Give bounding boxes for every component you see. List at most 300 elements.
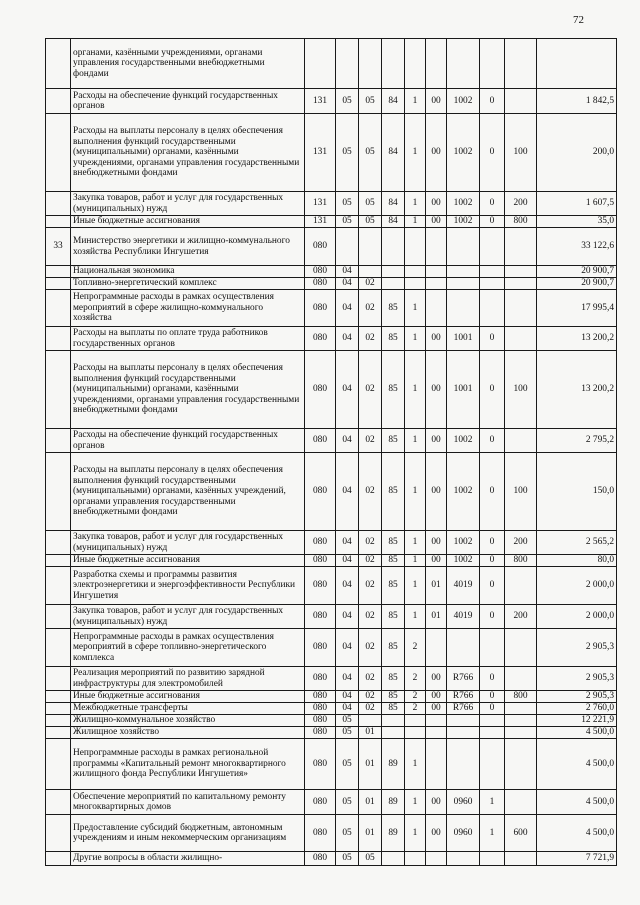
- program-code-cell: 89: [382, 815, 405, 852]
- table-row: [46, 852, 617, 866]
- vr-code-cell: 200: [505, 605, 537, 629]
- table-row: [46, 703, 617, 715]
- vr-code-cell: [505, 429, 537, 453]
- expense-code-cell: [447, 727, 480, 739]
- gr-code-cell: 080: [305, 815, 336, 852]
- subprogram-code-cell: 1: [405, 790, 426, 815]
- direction-code-cell: [426, 715, 447, 727]
- gr-code-cell: 131: [305, 114, 336, 192]
- expense-suffix-cell: [480, 852, 505, 866]
- subprogram-code-cell: [405, 278, 426, 290]
- amount-cell: 2 760,0: [537, 703, 617, 715]
- row-number-cell: [46, 89, 71, 114]
- expense-code-cell: R766: [447, 691, 480, 703]
- item-name-cell: Разработка схемы и программы развития электроэнергетики и энергоэффективности Республики Ингушетия: [71, 567, 305, 605]
- subprogram-code-cell: 1: [405, 351, 426, 429]
- pr-code-cell: 02: [359, 667, 382, 691]
- expense-suffix-cell: 0: [480, 453, 505, 531]
- row-number-cell: [46, 278, 71, 290]
- expense-suffix-cell: 0: [480, 192, 505, 216]
- vr-code-cell: 100: [505, 114, 537, 192]
- direction-code-cell: 00: [426, 790, 447, 815]
- row-number-cell: 33: [46, 228, 71, 266]
- gr-code-cell: 080: [305, 703, 336, 715]
- expense-suffix-cell: [480, 290, 505, 327]
- vr-code-cell: 200: [505, 192, 537, 216]
- rz-code-cell: 04: [336, 629, 359, 667]
- program-code-cell: [382, 852, 405, 866]
- direction-code-cell: [426, 852, 447, 866]
- subprogram-code-cell: 1: [405, 89, 426, 114]
- item-name-cell: Расходы на выплаты персоналу в целях обеспечения выполнения функций государственными (муниципальными) органами, казённых учреждений, органами управления государственными внебюджетными фондами: [71, 453, 305, 531]
- gr-code-cell: 080: [305, 629, 336, 667]
- item-name-cell: Расходы на обеспечение функций государственных органов: [71, 89, 305, 114]
- expense-suffix-cell: 0: [480, 429, 505, 453]
- vr-code-cell: 800: [505, 555, 537, 567]
- gr-code-cell: 131: [305, 216, 336, 228]
- item-name-cell: Закупка товаров, работ и услуг для государственных (муниципальных) нужд: [71, 605, 305, 629]
- gr-code-cell: 080: [305, 228, 336, 266]
- subprogram-code-cell: 2: [405, 667, 426, 691]
- gr-code-cell: 131: [305, 89, 336, 114]
- vr-code-cell: [505, 89, 537, 114]
- program-code-cell: 85: [382, 327, 405, 351]
- program-code-cell: [382, 228, 405, 266]
- row-number-cell: [46, 555, 71, 567]
- subprogram-code-cell: [405, 266, 426, 278]
- table-row: [46, 216, 617, 228]
- expense-suffix-cell: 0: [480, 216, 505, 228]
- rz-code-cell: 05: [336, 216, 359, 228]
- direction-code-cell: [426, 290, 447, 327]
- item-name-cell: Предоставление субсидий бюджетным, автономным учреждениям и иным некоммерческим организациям: [71, 815, 305, 852]
- expense-suffix-cell: [480, 727, 505, 739]
- pr-code-cell: 05: [359, 89, 382, 114]
- rz-code-cell: [336, 39, 359, 89]
- rz-code-cell: 04: [336, 278, 359, 290]
- rz-code-cell: 04: [336, 351, 359, 429]
- row-number-cell: [46, 667, 71, 691]
- vr-code-cell: [505, 290, 537, 327]
- row-number-cell: [46, 703, 71, 715]
- amount-cell: 2 905,3: [537, 667, 617, 691]
- item-name-cell: Национальная экономика: [71, 266, 305, 278]
- program-code-cell: 85: [382, 605, 405, 629]
- pr-code-cell: 02: [359, 429, 382, 453]
- table-row: [46, 266, 617, 278]
- subprogram-code-cell: [405, 727, 426, 739]
- table-row: [46, 327, 617, 351]
- amount-cell: 1 842,5: [537, 89, 617, 114]
- gr-code-cell: 080: [305, 715, 336, 727]
- vr-code-cell: 100: [505, 453, 537, 531]
- item-name-cell: Расходы на выплаты персоналу в целях обеспечения выполнения функций государственными (муниципальными) органами, казёнными учреждениями, органами управления государственными внебюджетными фондами: [71, 114, 305, 192]
- row-number-cell: [46, 691, 71, 703]
- direction-code-cell: 00: [426, 555, 447, 567]
- row-number-cell: [46, 531, 71, 555]
- item-name-cell: Иные бюджетные ассигнования: [71, 691, 305, 703]
- program-code-cell: 85: [382, 691, 405, 703]
- pr-code-cell: 05: [359, 192, 382, 216]
- vr-code-cell: [505, 567, 537, 605]
- vr-code-cell: 600: [505, 815, 537, 852]
- direction-code-cell: 00: [426, 192, 447, 216]
- expense-code-cell: 1001: [447, 351, 480, 429]
- pr-code-cell: 01: [359, 790, 382, 815]
- amount-cell: 150,0: [537, 453, 617, 531]
- gr-code-cell: 131: [305, 192, 336, 216]
- vr-code-cell: 100: [505, 351, 537, 429]
- expense-suffix-cell: [480, 39, 505, 89]
- gr-code-cell: 080: [305, 327, 336, 351]
- expense-suffix-cell: 0: [480, 605, 505, 629]
- row-number-cell: [46, 327, 71, 351]
- rz-code-cell: 04: [336, 290, 359, 327]
- rz-code-cell: 05: [336, 89, 359, 114]
- rz-code-cell: 04: [336, 605, 359, 629]
- expense-code-cell: [447, 228, 480, 266]
- item-name-cell: органами, казёнными учреждениями, органами управления государственными внебюджетными фондами: [71, 39, 305, 89]
- row-number-cell: [46, 216, 71, 228]
- vr-code-cell: 800: [505, 691, 537, 703]
- row-number-cell: [46, 192, 71, 216]
- row-number-cell: [46, 815, 71, 852]
- item-name-cell: Непрограммные расходы в рамках осуществления мероприятий в сфере жилищно-коммунального хозяйства: [71, 290, 305, 327]
- expense-code-cell: 4019: [447, 605, 480, 629]
- vr-code-cell: [505, 327, 537, 351]
- direction-code-cell: [426, 739, 447, 790]
- pr-code-cell: 02: [359, 567, 382, 605]
- table-row: [46, 429, 617, 453]
- direction-code-cell: 00: [426, 429, 447, 453]
- pr-code-cell: 02: [359, 327, 382, 351]
- direction-code-cell: [426, 266, 447, 278]
- expense-code-cell: [447, 266, 480, 278]
- item-name-cell: Топливно-энергетический комплекс: [71, 278, 305, 290]
- expense-suffix-cell: 0: [480, 555, 505, 567]
- expense-code-cell: 1002: [447, 531, 480, 555]
- pr-code-cell: 02: [359, 691, 382, 703]
- gr-code-cell: [305, 39, 336, 89]
- expense-code-cell: R766: [447, 667, 480, 691]
- expense-code-cell: 1002: [447, 89, 480, 114]
- program-code-cell: 84: [382, 216, 405, 228]
- subprogram-code-cell: 1: [405, 739, 426, 790]
- item-name-cell: Министерство энергетики и жилищно-коммунального хозяйства Республики Ингушетия: [71, 228, 305, 266]
- row-number-cell: [46, 567, 71, 605]
- pr-code-cell: 02: [359, 351, 382, 429]
- row-number-cell: [46, 852, 71, 866]
- pr-code-cell: [359, 266, 382, 278]
- expense-suffix-cell: [480, 228, 505, 266]
- row-number-cell: [46, 290, 71, 327]
- gr-code-cell: 080: [305, 567, 336, 605]
- expense-code-cell: [447, 278, 480, 290]
- expense-code-cell: R766: [447, 703, 480, 715]
- subprogram-code-cell: 1: [405, 290, 426, 327]
- vr-code-cell: [505, 228, 537, 266]
- rz-code-cell: [336, 228, 359, 266]
- amount-cell: 1 607,5: [537, 192, 617, 216]
- expense-suffix-cell: 0: [480, 531, 505, 555]
- pr-code-cell: 02: [359, 278, 382, 290]
- rz-code-cell: 04: [336, 691, 359, 703]
- row-number-cell: [46, 351, 71, 429]
- amount-cell: 7 721,9: [537, 852, 617, 866]
- expense-suffix-cell: [480, 715, 505, 727]
- row-number-cell: [46, 715, 71, 727]
- expense-suffix-cell: [480, 278, 505, 290]
- subprogram-code-cell: 1: [405, 531, 426, 555]
- row-number-cell: [46, 790, 71, 815]
- program-code-cell: [382, 715, 405, 727]
- expense-code-cell: 1002: [447, 192, 480, 216]
- subprogram-code-cell: 1: [405, 216, 426, 228]
- rz-code-cell: 04: [336, 429, 359, 453]
- subprogram-code-cell: 1: [405, 453, 426, 531]
- vr-code-cell: [505, 852, 537, 866]
- program-code-cell: [382, 39, 405, 89]
- amount-cell: 2 000,0: [537, 567, 617, 605]
- gr-code-cell: 080: [305, 290, 336, 327]
- row-number-cell: [46, 114, 71, 192]
- rz-code-cell: 04: [336, 555, 359, 567]
- item-name-cell: Закупка товаров, работ и услуг для государственных (муниципальных) нужд: [71, 531, 305, 555]
- table-row: [46, 727, 617, 739]
- item-name-cell: Реализация мероприятий по развитию зарядной инфраструктуры для электромобилей: [71, 667, 305, 691]
- subprogram-code-cell: 2: [405, 703, 426, 715]
- vr-code-cell: [505, 739, 537, 790]
- program-code-cell: 85: [382, 703, 405, 715]
- expense-code-cell: 0960: [447, 815, 480, 852]
- amount-cell: 2 795,2: [537, 429, 617, 453]
- pr-code-cell: 02: [359, 453, 382, 531]
- pr-code-cell: 02: [359, 703, 382, 715]
- expense-code-cell: [447, 852, 480, 866]
- item-name-cell: Расходы на выплаты по оплате труда работников государственных органов: [71, 327, 305, 351]
- expense-code-cell: [447, 39, 480, 89]
- row-number-cell: [46, 266, 71, 278]
- page-number: 72: [573, 14, 584, 26]
- subprogram-code-cell: 2: [405, 691, 426, 703]
- table-row: [46, 114, 617, 192]
- expense-code-cell: 1001: [447, 327, 480, 351]
- table-row: [46, 39, 617, 89]
- program-code-cell: 85: [382, 629, 405, 667]
- direction-code-cell: 00: [426, 703, 447, 715]
- direction-code-cell: 00: [426, 216, 447, 228]
- program-code-cell: 85: [382, 290, 405, 327]
- rz-code-cell: 04: [336, 567, 359, 605]
- subprogram-code-cell: [405, 715, 426, 727]
- rz-code-cell: 05: [336, 715, 359, 727]
- budget-table: [45, 38, 617, 866]
- item-name-cell: Другие вопросы в области жилищно-: [71, 852, 305, 866]
- expense-code-cell: [447, 290, 480, 327]
- gr-code-cell: 080: [305, 429, 336, 453]
- pr-code-cell: 01: [359, 815, 382, 852]
- vr-code-cell: [505, 629, 537, 667]
- program-code-cell: 85: [382, 567, 405, 605]
- program-code-cell: 85: [382, 351, 405, 429]
- direction-code-cell: 01: [426, 605, 447, 629]
- subprogram-code-cell: [405, 39, 426, 89]
- table-row: [46, 815, 617, 852]
- expense-code-cell: [447, 629, 480, 667]
- amount-cell: 13 200,2: [537, 327, 617, 351]
- expense-code-cell: 1002: [447, 216, 480, 228]
- row-number-cell: [46, 739, 71, 790]
- expense-code-cell: 4019: [447, 567, 480, 605]
- vr-code-cell: [505, 703, 537, 715]
- pr-code-cell: 02: [359, 629, 382, 667]
- table-row: [46, 739, 617, 790]
- expense-suffix-cell: 0: [480, 703, 505, 715]
- program-code-cell: 84: [382, 89, 405, 114]
- gr-code-cell: 080: [305, 351, 336, 429]
- table-row: [46, 192, 617, 216]
- subprogram-code-cell: 1: [405, 815, 426, 852]
- table-row: [46, 351, 617, 429]
- item-name-cell: Непрограммные расходы в рамках осуществления мероприятий в сфере топливно-энергетического комплекса: [71, 629, 305, 667]
- direction-code-cell: 00: [426, 667, 447, 691]
- amount-cell: 4 500,0: [537, 790, 617, 815]
- direction-code-cell: 00: [426, 351, 447, 429]
- row-number-cell: [46, 39, 71, 89]
- expense-code-cell: 1002: [447, 453, 480, 531]
- gr-code-cell: 080: [305, 790, 336, 815]
- pr-code-cell: 02: [359, 605, 382, 629]
- expense-code-cell: 0960: [447, 790, 480, 815]
- rz-code-cell: 04: [336, 531, 359, 555]
- row-number-cell: [46, 453, 71, 531]
- pr-code-cell: [359, 715, 382, 727]
- amount-cell: 20 900,7: [537, 266, 617, 278]
- amount-cell: [537, 39, 617, 89]
- rz-code-cell: 05: [336, 790, 359, 815]
- table-row: [46, 715, 617, 727]
- direction-code-cell: [426, 228, 447, 266]
- program-code-cell: 89: [382, 739, 405, 790]
- gr-code-cell: 080: [305, 739, 336, 790]
- expense-suffix-cell: 0: [480, 667, 505, 691]
- rz-code-cell: 04: [336, 266, 359, 278]
- program-code-cell: 84: [382, 192, 405, 216]
- table-row: [46, 531, 617, 555]
- expense-suffix-cell: 0: [480, 567, 505, 605]
- amount-cell: 4 500,0: [537, 815, 617, 852]
- vr-code-cell: [505, 39, 537, 89]
- rz-code-cell: 04: [336, 667, 359, 691]
- rz-code-cell: 04: [336, 327, 359, 351]
- program-code-cell: 85: [382, 555, 405, 567]
- row-number-cell: [46, 605, 71, 629]
- subprogram-code-cell: 1: [405, 429, 426, 453]
- expense-code-cell: 1002: [447, 114, 480, 192]
- vr-code-cell: 200: [505, 531, 537, 555]
- pr-code-cell: 02: [359, 555, 382, 567]
- direction-code-cell: [426, 278, 447, 290]
- direction-code-cell: 00: [426, 691, 447, 703]
- expense-suffix-cell: 0: [480, 89, 505, 114]
- direction-code-cell: 00: [426, 815, 447, 852]
- rz-code-cell: 05: [336, 852, 359, 866]
- gr-code-cell: 080: [305, 531, 336, 555]
- expense-code-cell: [447, 715, 480, 727]
- gr-code-cell: 080: [305, 727, 336, 739]
- row-number-cell: [46, 727, 71, 739]
- direction-code-cell: [426, 629, 447, 667]
- amount-cell: 35,0: [537, 216, 617, 228]
- vr-code-cell: [505, 715, 537, 727]
- gr-code-cell: 080: [305, 605, 336, 629]
- gr-code-cell: 080: [305, 453, 336, 531]
- direction-code-cell: 00: [426, 531, 447, 555]
- table-row: [46, 555, 617, 567]
- amount-cell: 13 200,2: [537, 351, 617, 429]
- program-code-cell: [382, 727, 405, 739]
- direction-code-cell: 00: [426, 114, 447, 192]
- amount-cell: 4 500,0: [537, 739, 617, 790]
- pr-code-cell: 05: [359, 216, 382, 228]
- expense-suffix-cell: 1: [480, 815, 505, 852]
- amount-cell: 2 905,3: [537, 629, 617, 667]
- rz-code-cell: 04: [336, 453, 359, 531]
- table-row: [46, 290, 617, 327]
- table-row: [46, 453, 617, 531]
- item-name-cell: Жилищно-коммунальное хозяйство: [71, 715, 305, 727]
- row-number-cell: [46, 429, 71, 453]
- amount-cell: 4 500,0: [537, 727, 617, 739]
- amount-cell: 33 122,6: [537, 228, 617, 266]
- pr-code-cell: 02: [359, 531, 382, 555]
- item-name-cell: Расходы на обеспечение функций государственных органов: [71, 429, 305, 453]
- table-row: [46, 278, 617, 290]
- program-code-cell: 85: [382, 667, 405, 691]
- item-name-cell: Иные бюджетные ассигнования: [71, 216, 305, 228]
- subprogram-code-cell: 1: [405, 192, 426, 216]
- vr-code-cell: 800: [505, 216, 537, 228]
- vr-code-cell: [505, 667, 537, 691]
- rz-code-cell: 04: [336, 703, 359, 715]
- budget-table-body: [46, 39, 617, 866]
- gr-code-cell: 080: [305, 667, 336, 691]
- amount-cell: 20 900,7: [537, 278, 617, 290]
- pr-code-cell: 05: [359, 852, 382, 866]
- gr-code-cell: 080: [305, 266, 336, 278]
- program-code-cell: 85: [382, 453, 405, 531]
- amount-cell: 2 000,0: [537, 605, 617, 629]
- expense-code-cell: [447, 739, 480, 790]
- item-name-cell: Иные бюджетные ассигнования: [71, 555, 305, 567]
- program-code-cell: [382, 266, 405, 278]
- item-name-cell: Межбюджетные трансферты: [71, 703, 305, 715]
- subprogram-code-cell: 1: [405, 555, 426, 567]
- subprogram-code-cell: 1: [405, 327, 426, 351]
- table-row: [46, 790, 617, 815]
- vr-code-cell: [505, 266, 537, 278]
- subprogram-code-cell: 1: [405, 567, 426, 605]
- amount-cell: 200,0: [537, 114, 617, 192]
- program-code-cell: 89: [382, 790, 405, 815]
- table-row: [46, 629, 617, 667]
- expense-suffix-cell: 0: [480, 114, 505, 192]
- gr-code-cell: 080: [305, 555, 336, 567]
- expense-suffix-cell: 1: [480, 790, 505, 815]
- gr-code-cell: 080: [305, 852, 336, 866]
- subprogram-code-cell: 1: [405, 605, 426, 629]
- vr-code-cell: [505, 278, 537, 290]
